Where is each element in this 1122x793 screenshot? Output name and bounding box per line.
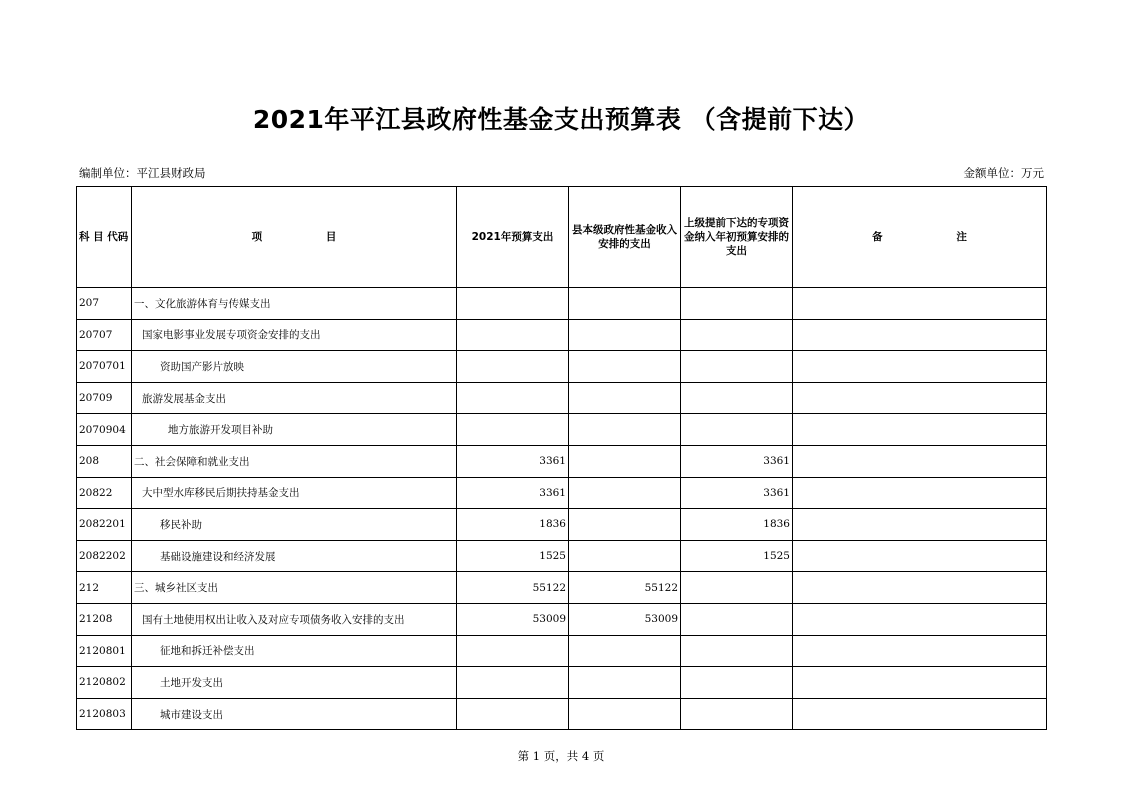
table-row xyxy=(77,509,1047,541)
row-code: 2082201 xyxy=(77,509,132,541)
row-item-name: 大中型水库移民后期扶持基金支出 xyxy=(132,477,457,509)
row-note xyxy=(793,319,1047,351)
row-item-name: 资助国产影片放映 xyxy=(132,351,457,383)
row-budget: 3361 xyxy=(457,477,569,509)
table-header-row xyxy=(77,187,1047,288)
row-code: 2082202 xyxy=(77,540,132,572)
row-item-name: 土地开发支出 xyxy=(132,667,457,699)
row-code: 207 xyxy=(77,288,132,320)
row-county-fund xyxy=(569,509,681,541)
row-upper-fund: 1525 xyxy=(681,540,793,572)
row-county-fund xyxy=(569,288,681,320)
row-county-fund xyxy=(569,414,681,446)
row-note xyxy=(793,509,1047,541)
row-note xyxy=(793,414,1047,446)
row-note xyxy=(793,667,1047,699)
row-budget xyxy=(457,351,569,383)
row-note xyxy=(793,698,1047,730)
row-county-fund: 55122 xyxy=(569,572,681,604)
header-county-fund: 县本级政府性基金收入安排的支出 xyxy=(569,187,681,288)
table-row xyxy=(77,603,1047,635)
row-county-fund xyxy=(569,540,681,572)
row-upper-fund xyxy=(681,288,793,320)
row-upper-fund xyxy=(681,319,793,351)
row-item-name: 基础设施建设和经济发展 xyxy=(132,540,457,572)
row-code: 2070904 xyxy=(77,414,132,446)
header-note: 备 注 xyxy=(793,187,1047,288)
table-row xyxy=(77,351,1047,383)
row-county-fund xyxy=(569,477,681,509)
row-budget: 1836 xyxy=(457,509,569,541)
row-note xyxy=(793,445,1047,477)
row-budget xyxy=(457,288,569,320)
row-note xyxy=(793,635,1047,667)
row-county-fund xyxy=(569,351,681,383)
row-code: 212 xyxy=(77,572,132,604)
row-county-fund xyxy=(569,698,681,730)
row-code: 2070701 xyxy=(77,351,132,383)
row-note xyxy=(793,540,1047,572)
row-budget xyxy=(457,319,569,351)
row-item-name: 旅游发展基金支出 xyxy=(132,382,457,414)
row-budget: 53009 xyxy=(457,603,569,635)
row-item-name: 一、文化旅游体育与传媒支出 xyxy=(132,288,457,320)
row-county-fund xyxy=(569,382,681,414)
table-row xyxy=(77,288,1047,320)
table-row xyxy=(77,382,1047,414)
row-item-name: 二、社会保障和就业支出 xyxy=(132,445,457,477)
row-code: 2120803 xyxy=(77,698,132,730)
header-upper-fund: 上级提前下达的专项资金纳入年初预算安排的支出 xyxy=(681,187,793,288)
row-code: 2120802 xyxy=(77,667,132,699)
compiling-unit: 编制单位：平江县财政局 xyxy=(79,166,206,180)
row-note xyxy=(793,351,1047,383)
table-row xyxy=(77,698,1047,730)
amount-unit: 金额单位：万元 xyxy=(963,166,1044,180)
row-item-name: 城市建设支出 xyxy=(132,698,457,730)
row-code: 208 xyxy=(77,445,132,477)
table-row xyxy=(77,667,1047,699)
row-county-fund xyxy=(569,445,681,477)
header-code: 科 目 代码 xyxy=(77,187,132,288)
row-note xyxy=(793,603,1047,635)
row-item-name: 国家电影事业发展专项资金安排的支出 xyxy=(132,319,457,351)
row-upper-fund xyxy=(681,603,793,635)
row-upper-fund: 3361 xyxy=(681,445,793,477)
row-upper-fund xyxy=(681,414,793,446)
row-upper-fund xyxy=(681,698,793,730)
row-upper-fund xyxy=(681,351,793,383)
row-code: 2120801 xyxy=(77,635,132,667)
header-budget: 2021年预算支出 xyxy=(457,187,569,288)
row-budget: 3361 xyxy=(457,445,569,477)
table-body xyxy=(77,288,1047,730)
page-title: 2021年平江县政府性基金支出预算表 （含提前下达） xyxy=(252,105,870,134)
row-budget: 1525 xyxy=(457,540,569,572)
row-code: 20709 xyxy=(77,382,132,414)
row-note xyxy=(793,572,1047,604)
row-county-fund xyxy=(569,635,681,667)
row-item-name: 地方旅游开发项目补助 xyxy=(132,414,457,446)
table-row xyxy=(77,635,1047,667)
row-budget xyxy=(457,382,569,414)
row-budget xyxy=(457,635,569,667)
row-item-name: 征地和拆迁补偿支出 xyxy=(132,635,457,667)
row-budget: 55122 xyxy=(457,572,569,604)
row-budget xyxy=(457,414,569,446)
page-number: 第 1 页，共 4 页 xyxy=(517,749,605,763)
table-row xyxy=(77,319,1047,351)
row-budget xyxy=(457,667,569,699)
table-row xyxy=(77,477,1047,509)
row-county-fund xyxy=(569,319,681,351)
row-upper-fund xyxy=(681,667,793,699)
row-item-name: 移民补助 xyxy=(132,509,457,541)
table-row xyxy=(77,445,1047,477)
row-upper-fund xyxy=(681,572,793,604)
row-note xyxy=(793,288,1047,320)
row-budget xyxy=(457,698,569,730)
row-item-name: 国有土地使用权出让收入及对应专项债务收入安排的支出 xyxy=(132,603,457,635)
row-code: 21208 xyxy=(77,603,132,635)
row-upper-fund: 1836 xyxy=(681,509,793,541)
row-note xyxy=(793,382,1047,414)
row-county-fund: 53009 xyxy=(569,603,681,635)
row-upper-fund xyxy=(681,382,793,414)
row-county-fund xyxy=(569,667,681,699)
row-upper-fund xyxy=(681,635,793,667)
row-code: 20707 xyxy=(77,319,132,351)
table-row xyxy=(77,414,1047,446)
row-code: 20822 xyxy=(77,477,132,509)
header-item: 项 目 xyxy=(132,187,457,288)
row-note xyxy=(793,477,1047,509)
row-upper-fund: 3361 xyxy=(681,477,793,509)
table-row xyxy=(77,572,1047,604)
row-item-name: 三、城乡社区支出 xyxy=(132,572,457,604)
budget-table xyxy=(76,186,1047,730)
table-row xyxy=(77,540,1047,572)
